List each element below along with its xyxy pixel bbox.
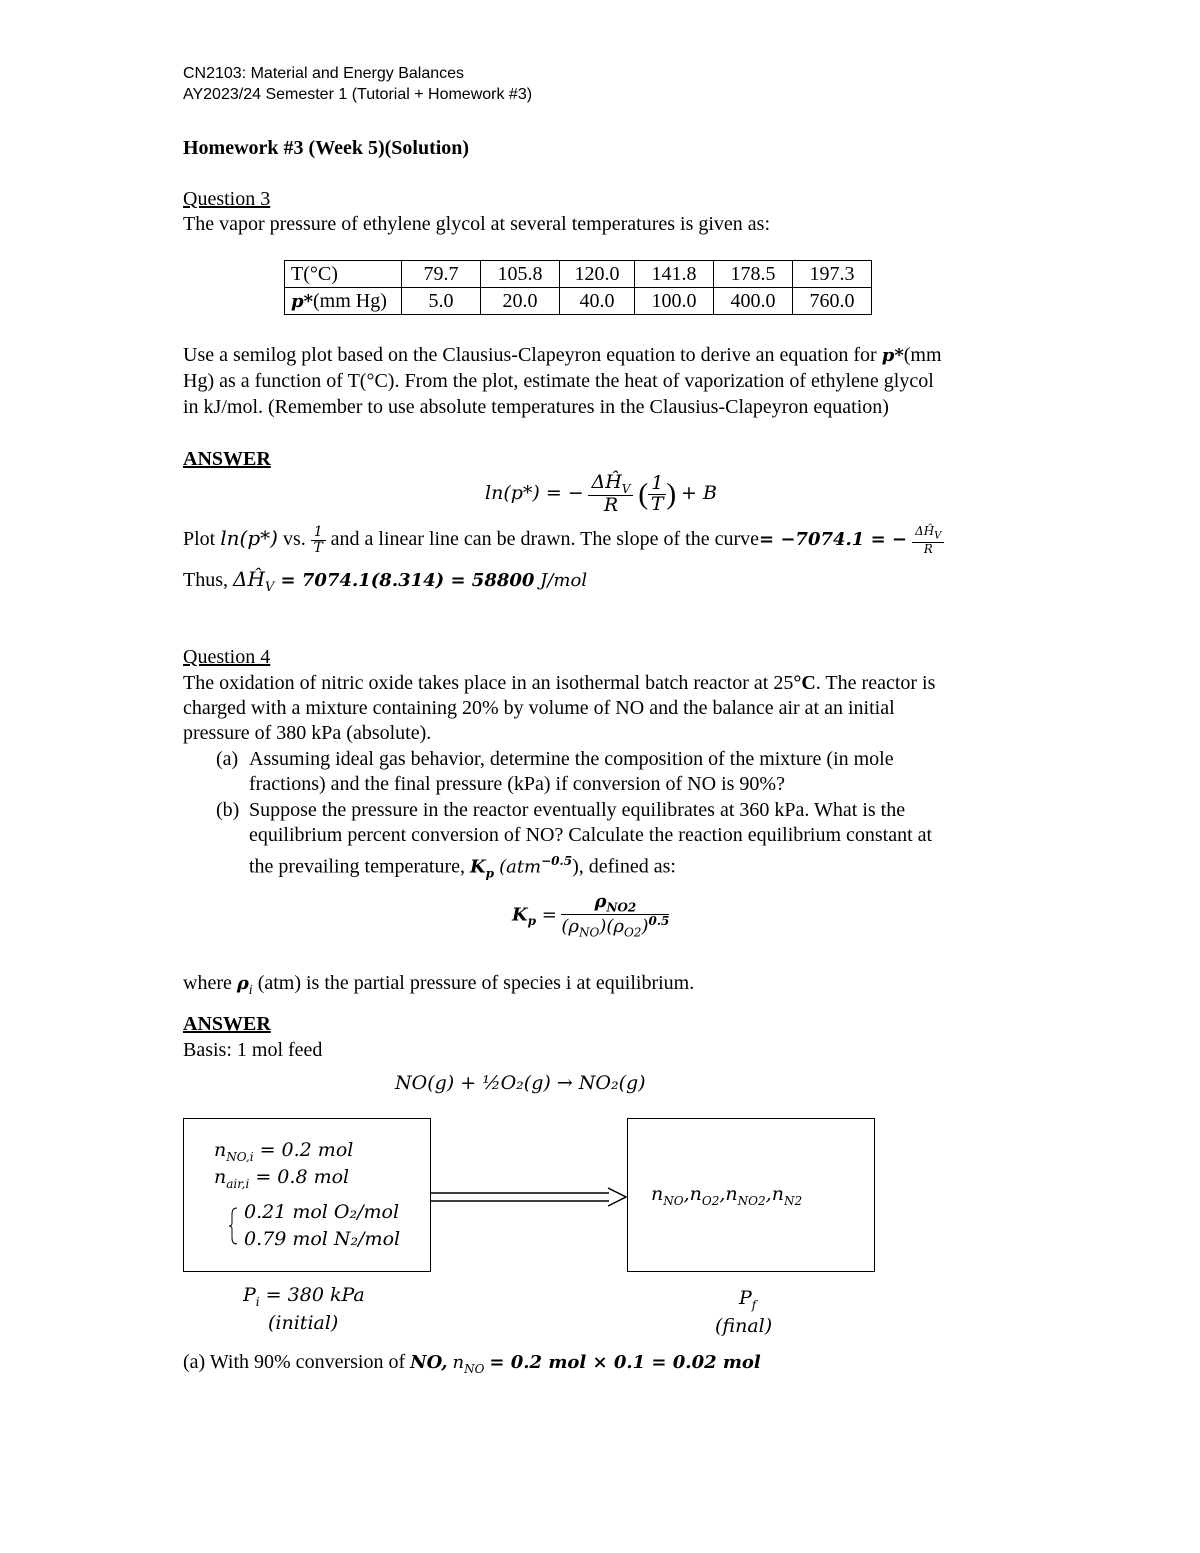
final-pressure: $P_f$ [739, 1287, 757, 1312]
table-cell: 178.5 [714, 261, 793, 288]
part-b-line2: equilibrium percent conversion of NO? Calculate the reaction equilibrium constant at [249, 824, 933, 846]
heat-of-vaporization-result: Thus, $\Delta Ĥ_V = 7074.1(8.314) = 58800$ J/mol [183, 567, 588, 595]
vapor-pressure-table [284, 260, 872, 315]
q3-paragraph-line3: in kJ/mol. (Remember to use absolute temperatures in the Clausius-Clapeyron equation) [183, 396, 889, 418]
page-title: Homework #3 (Week 5)(Solution) [183, 137, 470, 159]
brace-icon [228, 1206, 238, 1246]
kp-definition-equation: $K_p$ = $\frac{\rho_{NO2}}{(\rho_{NO})(\rho_{O2})^{0.5}}$ [512, 891, 670, 940]
table-cell: 120.0 [560, 261, 635, 288]
part-b-line3: the prevailing temperature, $K_p$ (atm$^{-0.5}$), defined as: [249, 854, 676, 881]
table-cell: 100.0 [635, 288, 714, 315]
q3-paragraph-line2: Hg) as a function of T(°C). From the plot, estimate the heat of vaporization of ethylene glycol [183, 370, 934, 392]
table-cell: 5.0 [402, 288, 481, 315]
part-b-label: (b) [216, 799, 240, 821]
feed-no-moles: $n_{NO,i} = 0.2$ mol [214, 1139, 354, 1164]
table-cell: 141.8 [635, 261, 714, 288]
part-b-line1: Suppose the pressure in the reactor eventually equilibrates at 360 kPa. What is the [249, 799, 906, 821]
process-arrow-icon [429, 1184, 629, 1210]
course-header: CN2103: Material and Energy Balances [183, 65, 465, 82]
q4-heading: Question 4 [183, 646, 271, 668]
feed-air-moles: $n_{air,i} = 0.8$ mol [214, 1166, 350, 1191]
q3-intro: The vapor pressure of ethylene glycol at several temperatures is given as: [183, 213, 771, 235]
initial-pressure: $P_i = 380$ kPa [243, 1284, 365, 1309]
table-row-label: p*(mm Hg) [285, 288, 402, 315]
table-row-label: T(°C) [285, 261, 402, 288]
q4-answer-label: ANSWER [183, 1013, 271, 1035]
q3-heading: Question 3 [183, 188, 271, 210]
table-row-temperature [285, 261, 872, 288]
part-a-solution-line: (a) With 90% conversion of NO, $n_{NO} = 0.2$ mol × 0.1 = 0.02 mol [183, 1351, 761, 1376]
table-row-pressure [285, 288, 872, 315]
part-a-line1: Assuming ideal gas behavior, determine the composition of the mixture (in mole [249, 748, 894, 770]
clausius-clapeyron-equation: ln(p*) = − $\frac{\Delta Ĥ_V}{R}$ ( $\frac{1}{T}$ ) + B [485, 471, 717, 517]
table-cell: 40.0 [560, 288, 635, 315]
q4-paragraph-line2: charged with a mixture containing 20% by volume of NO and the balance air at an initial [183, 697, 895, 719]
final-label: (final) [715, 1315, 773, 1337]
table-cell: 79.7 [402, 261, 481, 288]
basis-statement: Basis: 1 mol feed [183, 1039, 323, 1061]
q3-answer-label: ANSWER [183, 448, 271, 470]
table-cell: 760.0 [793, 288, 872, 315]
q4-paragraph-line3: pressure of 380 kPa (absolute). [183, 722, 432, 744]
reaction-equation: NO(g) + ½O₂(g) → NO₂(g) [395, 1072, 646, 1094]
plot-statement: Plot ln(p*) vs. $\frac{1}{T}$ and a linear line can be drawn. The slope of the curve= −7074.1 = − $\frac{\Delta Ĥ_V}{R}$ [183, 525, 944, 556]
initial-label: (initial) [268, 1312, 339, 1334]
table-cell: 105.8 [481, 261, 560, 288]
part-a-label: (a) [216, 748, 239, 770]
table-cell: 197.3 [793, 261, 872, 288]
table-cell: 400.0 [714, 288, 793, 315]
product-species: $n_{NO},n_{O2},n_{NO2},n_{N2}$ [651, 1183, 803, 1208]
term-header: AY2023/24 Semester 1 (Tutorial + Homework #3) [183, 86, 533, 103]
air-o2-fraction: 0.21 mol O₂/mol [244, 1201, 400, 1223]
part-a-line2: fractions) and the final pressure (kPa) if conversion of NO is 90%? [249, 773, 785, 795]
q4-paragraph-line1: The oxidation of nitric oxide takes place in an isothermal batch reactor at 25°C. The reactor is [183, 672, 936, 694]
partial-pressure-note: where $\rho_i$ (atm) is the partial pressure of species i at equilibrium. [183, 972, 695, 997]
table-cell: 20.0 [481, 288, 560, 315]
q3-paragraph-line1: Use a semilog plot based on the Clausius-Clapeyron equation to derive an equation for p*(mm [183, 344, 942, 366]
air-n2-fraction: 0.79 mol N₂/mol [244, 1228, 401, 1250]
